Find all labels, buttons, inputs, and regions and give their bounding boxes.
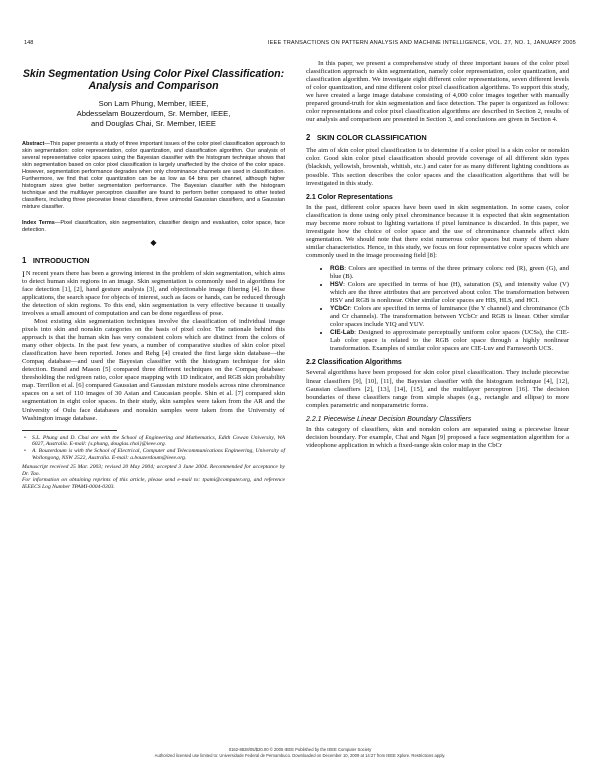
running-header [24,40,576,50]
index-terms-label: Index Terms [22,219,55,226]
list-item: • HSV: Colors are specified in terms of hue (H), saturation (S), and intensity value (V) which are the three attributes that are perceived about color. The transformation between HSV and RGB is nonlinear. Other similar color spaces are HIS, HLS, and HCI. [330,281,569,305]
index-terms [22,220,285,234]
page-footer [24,747,576,759]
author-1: Son Lam Phung, Member, IEEE, [98,99,209,108]
color-space-list [306,265,569,354]
body-paragraph-1: In this paper, we present a comprehensive study of three important issues of the color pixel classification approach to skin segmentation, namely color representation, color quantization, and classification algorithm. We investigate eight different color representations, seven different levels of color quantization, and nine different color pixel classification algorithms. To support this study, we have created a large image database consisting of 4,000 color images together with manually prepared ground-truth for skin segmentation and face detection. The paper is organized as follows: color representations and color pixel classification algorithms are described in Section 2, results of our analysis and comparison are presented in Section 3, and conclusions are given in Section 4. [306,60,569,124]
section-separator: ◆ [150,237,157,247]
author-list [22,99,285,130]
body-paragraph-2: The aim of skin color pixel classification is to determine if a color pixel is a skin color or nonskin color. Good skin color pixel classification should provide coverage of all different skin types (blackish, yellowish, brownish, whitish, etc.) and cater for as many different lighting conditions as possible. This section describes the color spaces and the classification algorithms that will be investigated in this study. [306,147,569,187]
author-2: Abdesselam Bouzerdoum, Sr. Member, IEEE, [76,109,231,119]
journal-header: IEEE TRANSACTIONS ON PATTERN ANALYSIS AND MACHINE INTELLIGENCE, VOL. 27, NO. 1, JANUARY 2005 [267,40,576,46]
reprint-info: For information on obtaining reprints of this article, please send e-mail to: tpami@computer.org, and reference IEEECS Log Number TPAMI-0004-0303. [22,477,285,491]
abstract [22,141,285,212]
subsection-2-2-heading: 2.2 Classification Algorithms [306,359,402,367]
license-line: Authorized licensed use limited to: Universidade Federal de Pernambuco. Downloaded on December 10, 2009 at 14:27 from IEEE Xplore. Restrictions apply. [154,752,446,758]
index-terms-text: —Pixel classification, skin segmentation, classifier design and evaluation, color space, face detection. [22,219,285,233]
paper-title: Skin Segmentation Using Color Pixel Classification: Analysis and Comparison [22,68,285,92]
right-column [306,60,569,450]
body-paragraph-5: In this category of classifiers, skin and nonskin colors are separated using a piecewise linear decision boundary. For example, Chai and Ngan [9] proposed a face segmentation algorithm for a videophone application in which a fixed-range skin color map in the CbCr [306,425,569,449]
abstract-label: Abstract [22,140,45,147]
subsection-2-1-heading: 2.1 Color Representations [306,193,393,201]
page-number: 148 [24,40,34,46]
manuscript-dates: Manuscript received 25 Mar. 2003; revised 20 May 2004; accepted 3 June 2004. Recommended for acceptance by Dr. Tao. [22,463,285,477]
intro-paragraph-2: Most existing skin segmentation techniques involve the classification of individual image pixels into skin and nonskin categories on the basis of pixel color. The rationale behind this approach is that the human skin has very consistent colors which are distinct from the colors of many other objects. In the past few years, a number of comparative studies of skin color pixel classification have been reported. Jones and Rehg [4] created the first large skin database—the Compaq database—and used the Bayesian classifier with the histogram technique for skin detection. Brand and Mason [5] compared three different techniques on the Compaq database: thresholding the red/green ratio, color space mapping with 1D indicator, and RGB skin probability map. Terrillon et al. [6] compared Gaussian and Gaussian mixture models across nine chrominance spaces on a set of 110 images of 30 Asian and Caucasian people. Shin et al. [7] compared skin segmentation in eight color spaces. In their study, skin samples were taken from the AR and the University of Oulu face databases and nonskin samples were taken from the University of Washington image database. [22,318,285,422]
copyright-line: 0162-8828/05/$20.00 © 2005 IEEE Published by the IEEE Computer Society [228,747,372,752]
subsection-2-2-1-heading: 2.2.1 Piecewise Linear Decision Boundary Classifiers [306,415,472,423]
left-column [22,62,285,491]
list-item: • YCbCr: Colors are specified in terms of luminance (the Y channel) and chrominance (Cb and Cr channels). The transformation between YCbCr and RGB is linear. Other similar color spaces include YIQ and YUV. [330,305,569,329]
list-item: • RGB: Colors are specified in terms of the three primary colors: red (R), green (G), and blue (B). [330,265,569,281]
body-paragraph-4: Several algorithms have been proposed for skin color pixel classification. They include piecewise linear classifiers [9], [10], [11], the Bayesian classifier with the histogram technique [4], [12], Gaussian classifiers [2], [13], [14], [15], and the multilayer perceptron [16]. The decision boundaries of these classifiers range from simple shapes (e.g., rectangle and ellipse) to more complex parametric and nonparametric forms. [306,369,569,409]
abstract-text: —This paper presents a study of three important issues of the color pixel classification approach to skin segmentation: color representation, color quantization, and classification algorithm. Our analysis of several representative color spaces using the Bayesian classifier with the histogram technique shows that skin segmentation based on color pixel classification is largely unaffected by the choice of the color space. However, segmentation performance degrades when only chrominance channels are used in classification. Furthermore, we find that color quantization can be as low as 64 bins per channel, although higher histogram sizes give better segmentation performance. The Bayesian classifier with the histogram technique and the multilayer perceptron classifier are found to perform better compared to other tested classifiers, including three piecewise linear classifiers, three unimodal Gaussian classifiers, and a Gaussian mixture classifier. [22,140,285,211]
section-1-heading: 1 INTRODUCTION [22,255,90,265]
author-3: and Douglas Chai, Sr. Member, IEEE [91,119,216,129]
list-item: • CIE-Lab: Designed to approximate perceptually uniform color spaces (UCSs), the CIE-Lab color space is related to the RGB color space through a highly nonlinear transformation. Examples of similar color spaces are CIE-Luv and Farnsworth UCS. [330,329,569,353]
footnotes [22,435,285,491]
drop-cap: I [22,268,25,279]
intro-paragraph-1: I N recent years there has been a growing interest in the problem of skin segmentation, which aims to detect human skin regions in an image. Skin segmentation is commonly used in algorithms for face detection [1], [2], hand gesture analysis [3], and objectionable image filtering [4]. In these applications, the search space for objects of interest, such as faces or hands, can be reduced through the detection of skin regions. To this end, skin segmentation is very effective because it usually involves a small amount of computation and can be done regardless of pose. [22,268,285,317]
footnote-rule [22,430,117,431]
footnote-affiliation-1: • S.L. Phung and D. Chai are with the School of Engineering and Mathematics, Edith Cowan University, WA 6027, Australia. E-mail: {s.phung, douglas.chai}@ieee.org. [32,435,285,449]
section-2-heading: 2 SKIN COLOR CLASSIFICATION [306,133,427,143]
footnote-affiliation-2: • A. Bouzerdoum is with the School of Electrical, Computer and Telecommunications Engineering, University of Wollongong, NSW 2522, Australia. E-mail: a.bouzerdoum@ieee.org. [32,448,285,462]
body-paragraph-3: In the past, different color spaces have been used in skin segmentation. In some cases, color classification is done using only pixel chrominance because it is expected that skin segmentation may become more robust to lighting variations if pixel luminance is discarded. In this paper, we investigate how the choice of color space and the use of chrominance channels affect skin segmentation. We should note that there exist numerous color spaces but many of them share similar characteristics. Hence, in this study, we focus on four representative color spaces which are commonly used in the image processing field [8]: [306,203,569,259]
